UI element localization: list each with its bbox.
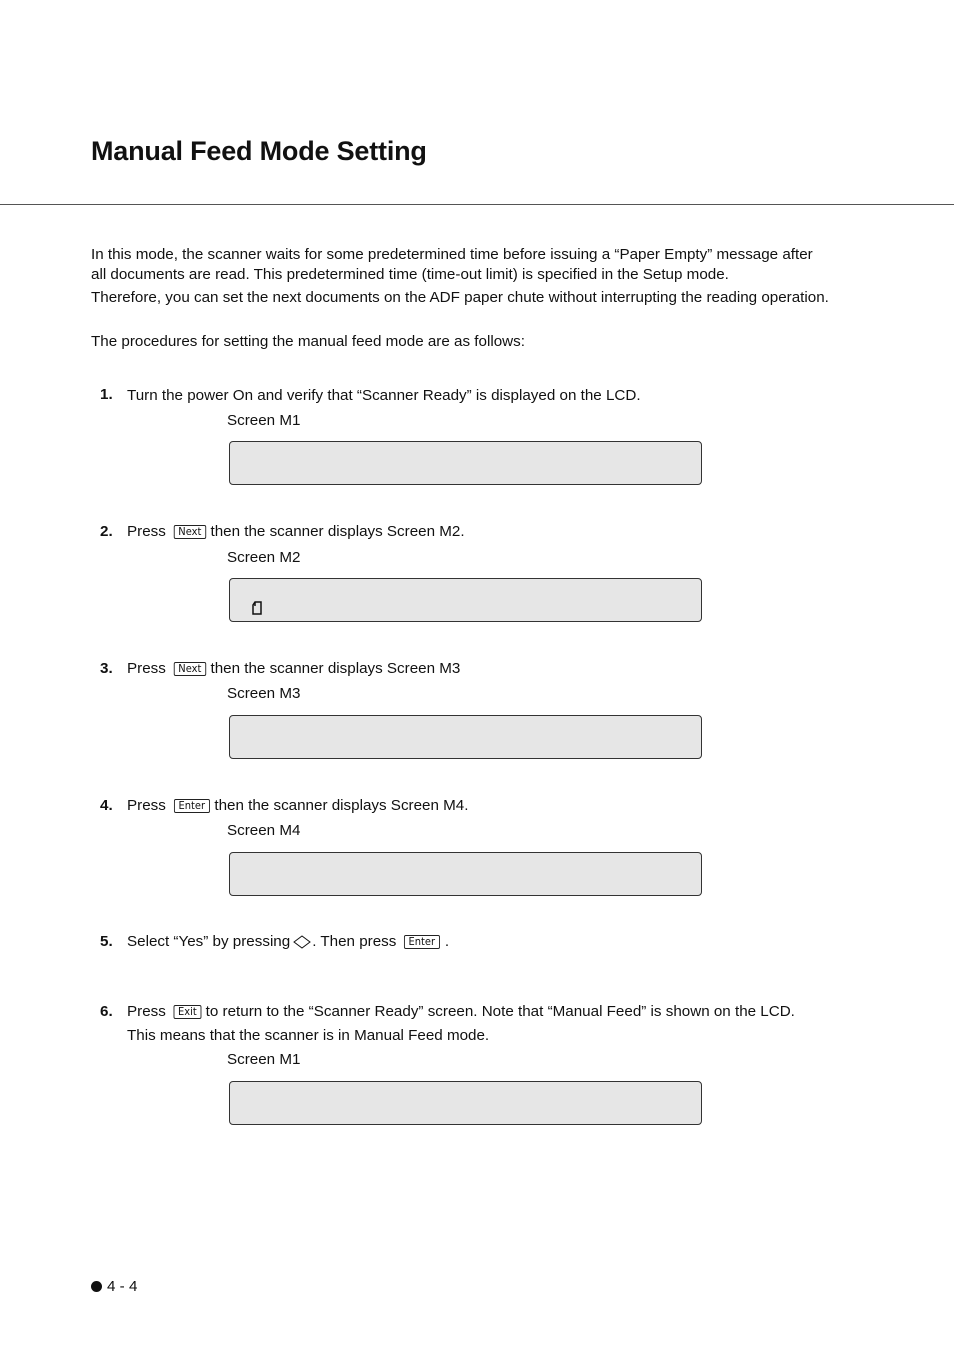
step-text-pre: Select “Yes” by pressing: [127, 933, 291, 950]
step-text-post: to return to the “Scanner Ready” screen. Note that “Manual Feed” is shown on the LCD.: [205, 1003, 795, 1020]
step-number: 1.: [100, 386, 113, 403]
title-divider: [0, 204, 954, 205]
bullet-icon: [91, 1281, 102, 1292]
lcd-screen-m3: [229, 715, 702, 759]
screen-label: Screen M1: [227, 412, 301, 429]
step-text: [127, 659, 460, 678]
intro-paragraph-3: The procedures for setting the manual feed mode are as follows:: [91, 333, 525, 350]
intro-paragraph-1: In this mode, the scanner waits for some predetermined time before issuing a “Paper Empty” message after all documents are read. This predetermined time (time-out limit) is specified in the Setup mode.: [91, 246, 813, 283]
lcd-screen-m1-manual-feed: [229, 1081, 702, 1125]
lcd-screen-m1: [229, 441, 702, 485]
screen-label: Screen M4: [227, 822, 301, 839]
step-number: 2.: [100, 523, 113, 540]
step-number: 3.: [100, 660, 113, 677]
intro-paragraph-2: Therefore, you can set the next documents on the ADF paper chute without interrupting the reading operation.: [91, 289, 829, 306]
step-text: [127, 796, 468, 815]
step-text: Turn the power On and verify that “Scanner Ready” is displayed on the LCD.: [127, 387, 641, 404]
page-number: 4 - 4: [107, 1278, 138, 1295]
enter-key: Enter: [174, 799, 210, 813]
step-text-pre: Press: [127, 1003, 166, 1020]
lcd-screen-m2: [229, 578, 702, 622]
document-icon: [251, 600, 263, 616]
step-text-pre: Press: [127, 797, 166, 814]
step-text-post: then the scanner displays Screen M2.: [210, 523, 465, 540]
screen-label: Screen M3: [227, 685, 301, 702]
page-title: Manual Feed Mode Setting: [91, 136, 427, 166]
diamond-key-icon: [293, 935, 311, 949]
exit-key: Exit: [173, 1005, 201, 1019]
step-text-line2: This means that the scanner is in Manual Feed mode.: [127, 1027, 490, 1044]
step-text-mid: . Then press: [312, 933, 397, 950]
page-footer: [91, 1278, 137, 1295]
next-key: Next: [174, 525, 206, 539]
step-text-pre: Press: [127, 523, 166, 540]
next-key: Next: [174, 662, 206, 676]
lcd-screen-m4: [229, 852, 702, 896]
step-text: [127, 932, 449, 951]
step-text-post: then the scanner displays Screen M3: [210, 660, 461, 677]
step-text-post: .: [444, 933, 450, 950]
screen-label: Screen M1: [227, 1051, 301, 1068]
screen-label: Screen M2: [227, 549, 301, 566]
step-text-post: then the scanner displays Screen M4.: [214, 797, 469, 814]
step-number: 4.: [100, 797, 113, 814]
enter-key: Enter: [404, 935, 440, 949]
step-text: [127, 522, 465, 541]
step-number: 5.: [100, 933, 113, 950]
step-text-pre: Press: [127, 660, 166, 677]
step-number: 6.: [100, 1003, 113, 1020]
step-text: [127, 1002, 795, 1021]
